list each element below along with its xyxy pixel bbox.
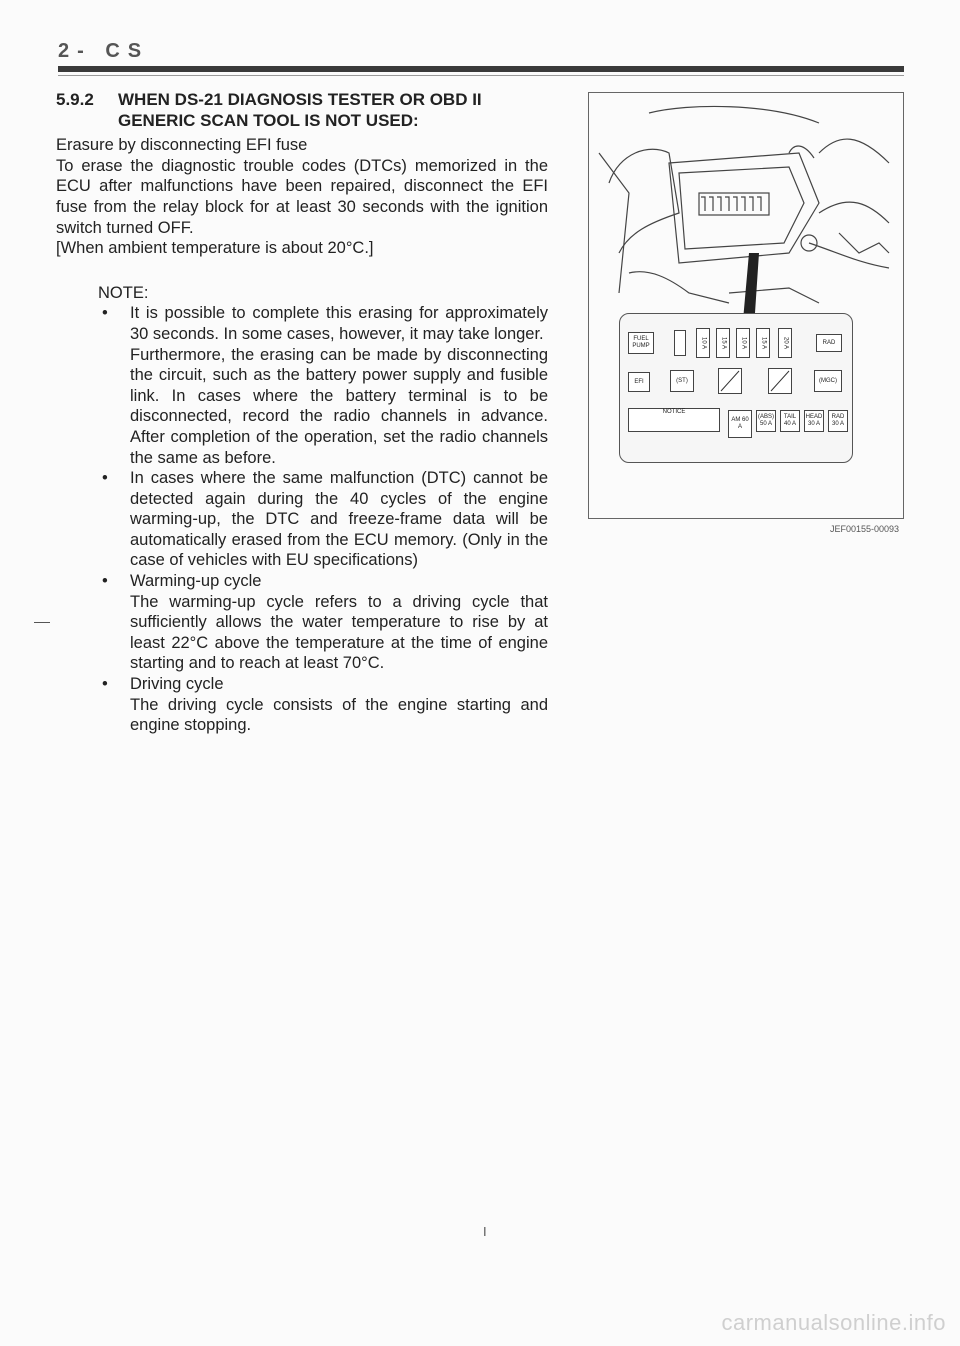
header-mark: 2- CS xyxy=(58,40,150,62)
note-item-text: It is possible to complete this erasing for approximately 30 seconds. In some cases, however, it may take longer. xyxy=(130,304,548,343)
empty-fuse-slot xyxy=(768,368,792,394)
section-number: 5.9.2 xyxy=(56,90,94,109)
bullet-icon: • xyxy=(102,469,108,488)
bullet-icon: • xyxy=(102,572,108,591)
abs-fuse: (ABS) 50 A xyxy=(756,410,776,432)
temperature-condition: [When ambient temperature is about 20°C.] xyxy=(56,239,374,258)
section-title-line-1: WHEN DS-21 DIAGNOSIS TESTER OR OBD II xyxy=(118,90,482,109)
tail-fuse: TAIL 40 A xyxy=(780,410,800,432)
note-item xyxy=(98,674,548,736)
head-fuse: HEAD 30 A xyxy=(804,410,824,432)
note-item-text: In cases where the same malfunction (DTC) cannot be detected again during the 40 cycles of the engine warming-up, the DTC and freeze-frame data will be automatically erased from the ECU memory. (Only in the case of vehicles with EU specifications) xyxy=(130,469,548,570)
figure-bottom-rule xyxy=(588,518,904,519)
relay-block-figure xyxy=(588,92,904,519)
fuse-box-diagram xyxy=(619,313,853,463)
empty-slot-icon xyxy=(719,369,741,393)
bullet-icon: • xyxy=(102,304,108,323)
note-item xyxy=(98,571,548,674)
margin-mark xyxy=(34,622,50,623)
header-rule xyxy=(58,66,904,72)
note-item-extra: The driving cycle consists of the engine starting and engine stopping. xyxy=(130,695,548,735)
fuse-20a: 20 A xyxy=(778,328,792,358)
empty-slot-icon xyxy=(769,369,791,393)
body-text xyxy=(56,135,548,259)
note-item-extra: Furthermore, the erasing can be made by disconnecting the circuit, such as the battery power supply and fusible link. In cases where the battery terminal is to be disconnected, record the radio channels in advance. After completion of the operation, set the radio channels the same as before. xyxy=(130,345,548,467)
note-item-text: Driving cycle xyxy=(130,675,224,694)
erasure-paragraph: To erase the diagnostic trouble codes (DTCs) memorized in the ECU after malfunctions have been repaired, disconnect the EFI fuse from the relay block for at least 30 seconds with the ignition switch turned OFF. xyxy=(56,156,548,237)
efi-fuse: EFI xyxy=(628,372,650,392)
header-rule-thin xyxy=(58,75,904,76)
note-item xyxy=(98,303,548,468)
rad2-fuse: RAD 30 A xyxy=(828,410,848,432)
figure-id: JEF00155-00093 xyxy=(830,524,900,534)
fuel-pump-fuse: FUEL PUMP xyxy=(628,332,654,354)
erasure-heading: Erasure by disconnecting EFI fuse xyxy=(56,136,308,155)
fuse-15a: 15 A xyxy=(756,328,770,358)
empty-fuse-slot xyxy=(718,368,742,394)
section-title xyxy=(56,90,548,131)
note-block xyxy=(56,283,548,736)
mgc-fuse: (MGC) xyxy=(814,370,842,392)
note-list xyxy=(98,303,548,735)
watermark: carmanualsonline.info xyxy=(721,1310,946,1335)
note-item-extra: The warming-up cycle refers to a driving cycle that sufficiently allows the water temperature to rise by at least 22°C above the temperature at the time of engine starting and to reach at least 70°C. xyxy=(130,592,548,673)
rad-fuse: RAD xyxy=(816,334,842,352)
st-fuse: (ST) xyxy=(670,370,694,392)
fuse-10a: 10 A xyxy=(696,328,710,358)
note-item xyxy=(98,468,548,571)
fuse-10a: 10 A xyxy=(736,328,750,358)
page-number: I xyxy=(483,1224,487,1239)
note-label: NOTE: xyxy=(98,283,149,302)
am-fuse: AM 60 A xyxy=(728,410,752,438)
note-item-text: Warming-up cycle xyxy=(130,572,262,591)
text-column xyxy=(56,90,548,736)
fuse-slot xyxy=(674,330,686,356)
bullet-icon: • xyxy=(102,675,108,694)
section-title-line-2: GENERIC SCAN TOOL IS NOT USED: xyxy=(118,110,419,130)
fuse-15a: 15 A xyxy=(716,328,730,358)
notice-label: NOTICE xyxy=(628,408,720,432)
